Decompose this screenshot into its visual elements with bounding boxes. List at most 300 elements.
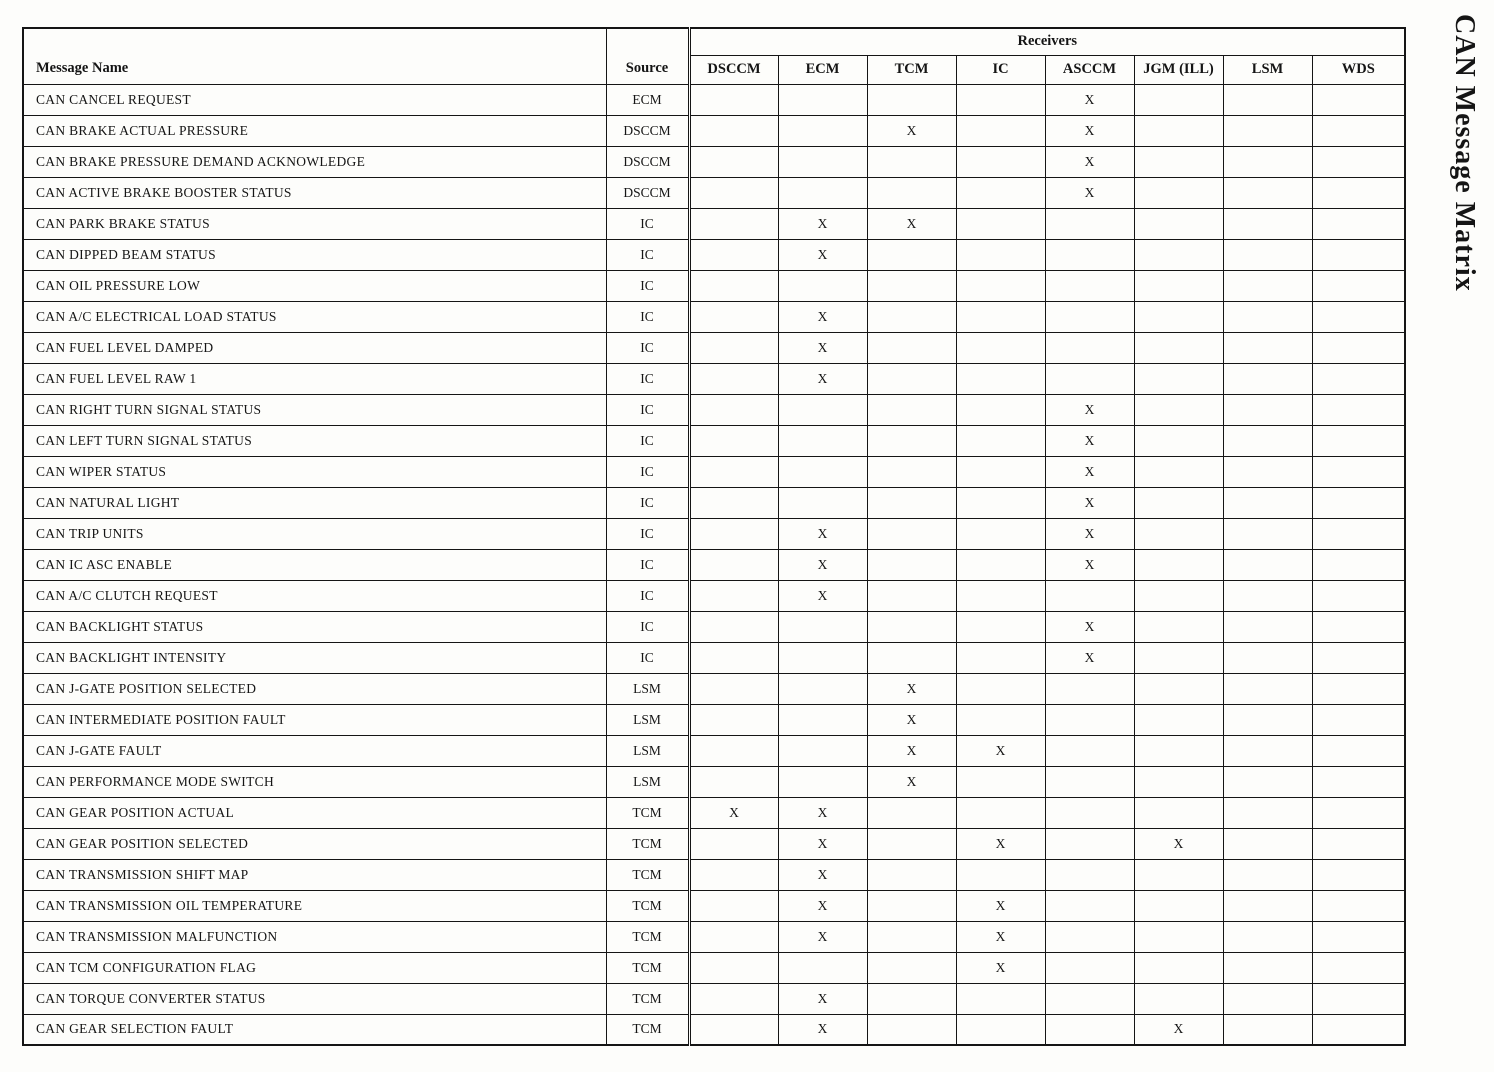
source-module: IC	[606, 580, 689, 611]
receiver-empty	[867, 890, 956, 921]
receiver-empty	[956, 549, 1045, 580]
receiver-empty	[867, 270, 956, 301]
source-module: ECM	[606, 84, 689, 115]
receiver-empty	[956, 84, 1045, 115]
table-row	[23, 580, 1405, 611]
receiver-empty	[1134, 952, 1223, 983]
receiver-empty	[1045, 301, 1134, 332]
table-row	[23, 952, 1405, 983]
receiver-mark: X	[778, 208, 867, 239]
receiver-empty	[867, 177, 956, 208]
receiver-empty	[1312, 983, 1405, 1014]
receiver-empty	[778, 177, 867, 208]
source-module: TCM	[606, 952, 689, 983]
receiver-empty	[1312, 146, 1405, 177]
receiver-empty	[1223, 84, 1312, 115]
table-row	[23, 890, 1405, 921]
receiver-empty	[867, 828, 956, 859]
receiver-empty	[956, 115, 1045, 146]
table-row	[23, 208, 1405, 239]
table-row	[23, 549, 1405, 580]
group-header-row	[23, 28, 1405, 55]
receiver-mark: X	[1045, 487, 1134, 518]
receiver-empty	[689, 890, 778, 921]
receiver-empty	[1134, 673, 1223, 704]
receiver-empty	[867, 580, 956, 611]
receiver-empty	[956, 146, 1045, 177]
receiver-empty	[778, 952, 867, 983]
receiver-empty	[867, 921, 956, 952]
receiver-empty	[778, 642, 867, 673]
receiver-empty	[956, 518, 1045, 549]
receiver-empty	[689, 580, 778, 611]
receiver-mark: X	[956, 828, 1045, 859]
message-name: CAN IC ASC ENABLE	[23, 549, 606, 580]
receiver-empty	[867, 146, 956, 177]
source-module: TCM	[606, 983, 689, 1014]
receiver-mark: X	[778, 859, 867, 890]
message-name: CAN DIPPED BEAM STATUS	[23, 239, 606, 270]
receiver-mark: X	[1045, 394, 1134, 425]
receiver-empty	[689, 1014, 778, 1045]
receiver-empty	[1223, 146, 1312, 177]
receiver-empty	[689, 425, 778, 456]
receiver-empty	[1045, 332, 1134, 363]
source-module: TCM	[606, 797, 689, 828]
receiver-empty	[956, 270, 1045, 301]
receiver-mark: X	[1134, 828, 1223, 859]
receiver-empty	[1134, 642, 1223, 673]
message-name: CAN BRAKE ACTUAL PRESSURE	[23, 115, 606, 146]
message-name: CAN BACKLIGHT INTENSITY	[23, 642, 606, 673]
receiver-empty	[956, 301, 1045, 332]
receiver-empty	[1223, 952, 1312, 983]
receiver-empty	[689, 766, 778, 797]
receiver-empty	[1134, 270, 1223, 301]
table-row	[23, 611, 1405, 642]
source-module: IC	[606, 518, 689, 549]
receiver-empty	[778, 766, 867, 797]
column-header-tcm: TCM	[867, 55, 956, 84]
receiver-empty	[1312, 673, 1405, 704]
receiver-empty	[956, 1014, 1045, 1045]
receiver-empty	[1312, 735, 1405, 766]
message-name: CAN GEAR SELECTION FAULT	[23, 1014, 606, 1045]
message-name: CAN OIL PRESSURE LOW	[23, 270, 606, 301]
message-name: CAN ACTIVE BRAKE BOOSTER STATUS	[23, 177, 606, 208]
receiver-empty	[1223, 859, 1312, 890]
message-name: CAN RIGHT TURN SIGNAL STATUS	[23, 394, 606, 425]
receiver-mark: X	[778, 983, 867, 1014]
receiver-empty	[689, 487, 778, 518]
table-row	[23, 1014, 1405, 1045]
table-row	[23, 332, 1405, 363]
column-header-jgm-ill: JGM (ILL)	[1134, 55, 1223, 84]
receiver-empty	[689, 332, 778, 363]
receiver-empty	[867, 611, 956, 642]
message-name: CAN TRANSMISSION OIL TEMPERATURE	[23, 890, 606, 921]
message-name: CAN FUEL LEVEL RAW 1	[23, 363, 606, 394]
receiver-empty	[689, 921, 778, 952]
receiver-empty	[778, 673, 867, 704]
source-module: IC	[606, 270, 689, 301]
receiver-empty	[867, 456, 956, 487]
receiver-empty	[1312, 332, 1405, 363]
receiver-empty	[1223, 487, 1312, 518]
receiver-mark: X	[867, 673, 956, 704]
receiver-mark: X	[1045, 177, 1134, 208]
column-header-ic: IC	[956, 55, 1045, 84]
receiver-mark: X	[1045, 146, 1134, 177]
source-module: IC	[606, 611, 689, 642]
receiver-empty	[956, 673, 1045, 704]
source-module: IC	[606, 487, 689, 518]
receiver-empty	[867, 363, 956, 394]
message-name: CAN PERFORMANCE MODE SWITCH	[23, 766, 606, 797]
receiver-empty	[1223, 921, 1312, 952]
receiver-mark: X	[778, 921, 867, 952]
receiver-empty	[1312, 84, 1405, 115]
receiver-mark: X	[778, 239, 867, 270]
message-name: CAN A/C ELECTRICAL LOAD STATUS	[23, 301, 606, 332]
message-name: CAN NATURAL LIGHT	[23, 487, 606, 518]
receiver-empty	[867, 549, 956, 580]
receiver-empty	[1134, 456, 1223, 487]
page-title-vertical: CAN Message Matrix	[1449, 14, 1480, 292]
receiver-empty	[1223, 332, 1312, 363]
receiver-empty	[1134, 332, 1223, 363]
receiver-empty	[867, 642, 956, 673]
message-name: CAN J-GATE FAULT	[23, 735, 606, 766]
source-module: IC	[606, 394, 689, 425]
receiver-empty	[689, 704, 778, 735]
receiver-empty	[1223, 611, 1312, 642]
message-name: CAN TRIP UNITS	[23, 518, 606, 549]
receiver-empty	[867, 952, 956, 983]
receiver-empty	[956, 177, 1045, 208]
receiver-empty	[867, 239, 956, 270]
receiver-empty	[867, 983, 956, 1014]
receiver-mark: X	[778, 363, 867, 394]
receiver-mark: X	[1045, 642, 1134, 673]
table-row	[23, 84, 1405, 115]
column-header-source: Source	[606, 28, 689, 84]
source-module: TCM	[606, 1014, 689, 1045]
receiver-empty	[1223, 580, 1312, 611]
receiver-empty	[1312, 270, 1405, 301]
table-row	[23, 363, 1405, 394]
receiver-empty	[956, 580, 1045, 611]
receiver-empty	[1045, 921, 1134, 952]
receiver-empty	[689, 859, 778, 890]
receiver-empty	[689, 828, 778, 859]
receiver-empty	[867, 1014, 956, 1045]
receiver-empty	[1312, 766, 1405, 797]
column-header-ecm: ECM	[778, 55, 867, 84]
column-header-asccm: ASCCM	[1045, 55, 1134, 84]
receiver-empty	[1134, 363, 1223, 394]
receiver-empty	[1045, 239, 1134, 270]
message-name: CAN BRAKE PRESSURE DEMAND ACKNOWLEDGE	[23, 146, 606, 177]
message-name: CAN CANCEL REQUEST	[23, 84, 606, 115]
receiver-empty	[1134, 797, 1223, 828]
receiver-empty	[1045, 580, 1134, 611]
receiver-empty	[956, 363, 1045, 394]
receiver-empty	[867, 332, 956, 363]
receiver-mark: X	[1134, 1014, 1223, 1045]
message-name: CAN GEAR POSITION ACTUAL	[23, 797, 606, 828]
receiver-mark: X	[689, 797, 778, 828]
receiver-empty	[1045, 270, 1134, 301]
receiver-empty	[1134, 983, 1223, 1014]
source-module: DSCCM	[606, 115, 689, 146]
receiver-empty	[1045, 890, 1134, 921]
receiver-empty	[1134, 84, 1223, 115]
receiver-empty	[1134, 890, 1223, 921]
receiver-empty	[1223, 1014, 1312, 1045]
source-module: TCM	[606, 828, 689, 859]
receiver-empty	[1312, 1014, 1405, 1045]
receiver-empty	[1223, 394, 1312, 425]
receiver-empty	[1134, 239, 1223, 270]
receiver-mark: X	[1045, 84, 1134, 115]
table-row	[23, 673, 1405, 704]
receiver-empty	[867, 487, 956, 518]
table-row	[23, 425, 1405, 456]
receiver-empty	[1045, 983, 1134, 1014]
receiver-empty	[1223, 270, 1312, 301]
receiver-empty	[956, 394, 1045, 425]
column-header-message-name: Message Name	[23, 28, 606, 84]
receiver-mark: X	[1045, 456, 1134, 487]
table-row	[23, 704, 1405, 735]
receiver-empty	[867, 84, 956, 115]
receiver-empty	[956, 859, 1045, 890]
source-module: LSM	[606, 673, 689, 704]
receiver-empty	[1223, 239, 1312, 270]
table-row	[23, 177, 1405, 208]
receiver-empty	[1312, 859, 1405, 890]
table-row	[23, 394, 1405, 425]
receiver-empty	[1223, 363, 1312, 394]
receiver-empty	[956, 611, 1045, 642]
receiver-empty	[1134, 394, 1223, 425]
receiver-empty	[689, 642, 778, 673]
receiver-empty	[1312, 425, 1405, 456]
receiver-mark: X	[867, 735, 956, 766]
message-name: CAN FUEL LEVEL DAMPED	[23, 332, 606, 363]
receiver-empty	[1134, 208, 1223, 239]
receiver-empty	[1045, 208, 1134, 239]
table-row	[23, 828, 1405, 859]
receiver-empty	[689, 239, 778, 270]
receiver-empty	[1134, 859, 1223, 890]
receiver-empty	[689, 518, 778, 549]
table-row	[23, 983, 1405, 1014]
message-name: CAN J-GATE POSITION SELECTED	[23, 673, 606, 704]
receiver-empty	[867, 797, 956, 828]
receiver-mark: X	[956, 952, 1045, 983]
table-row	[23, 859, 1405, 890]
receiver-empty	[1223, 704, 1312, 735]
receiver-mark: X	[956, 921, 1045, 952]
receiver-empty	[1134, 301, 1223, 332]
message-name: CAN TCM CONFIGURATION FLAG	[23, 952, 606, 983]
source-module: IC	[606, 549, 689, 580]
receiver-mark: X	[778, 301, 867, 332]
receiver-empty	[867, 394, 956, 425]
receiver-empty	[1223, 425, 1312, 456]
receiver-empty	[1045, 797, 1134, 828]
table-row	[23, 456, 1405, 487]
receiver-empty	[1312, 797, 1405, 828]
receiver-empty	[778, 146, 867, 177]
receiver-empty	[778, 84, 867, 115]
receiver-empty	[1223, 890, 1312, 921]
receiver-empty	[1134, 735, 1223, 766]
receiver-empty	[1312, 301, 1405, 332]
source-module: IC	[606, 425, 689, 456]
receiver-empty	[1312, 549, 1405, 580]
receiver-empty	[956, 983, 1045, 1014]
table-row	[23, 239, 1405, 270]
receiver-empty	[1045, 1014, 1134, 1045]
receiver-empty	[956, 487, 1045, 518]
message-name: CAN TRANSMISSION SHIFT MAP	[23, 859, 606, 890]
table-row	[23, 766, 1405, 797]
receiver-empty	[1312, 518, 1405, 549]
receiver-empty	[1312, 921, 1405, 952]
receiver-empty	[1312, 890, 1405, 921]
source-module: TCM	[606, 890, 689, 921]
table-row	[23, 921, 1405, 952]
message-name: CAN PARK BRAKE STATUS	[23, 208, 606, 239]
receiver-empty	[1312, 828, 1405, 859]
receiver-empty	[1134, 146, 1223, 177]
receiver-empty	[689, 270, 778, 301]
receiver-mark: X	[956, 735, 1045, 766]
receiver-empty	[1312, 456, 1405, 487]
receiver-mark: X	[867, 704, 956, 735]
receiver-empty	[956, 456, 1045, 487]
receiver-empty	[689, 394, 778, 425]
source-module: IC	[606, 208, 689, 239]
source-module: TCM	[606, 859, 689, 890]
receiver-empty	[1134, 704, 1223, 735]
table-row	[23, 301, 1405, 332]
message-table-body	[23, 84, 1405, 1045]
receiver-mark: X	[1045, 611, 1134, 642]
receiver-empty	[1312, 115, 1405, 146]
source-module: IC	[606, 301, 689, 332]
receiver-empty	[1134, 549, 1223, 580]
receiver-empty	[1134, 580, 1223, 611]
receiver-empty	[1134, 425, 1223, 456]
receiver-mark: X	[778, 890, 867, 921]
source-module: LSM	[606, 704, 689, 735]
source-module: IC	[606, 642, 689, 673]
receiver-empty	[867, 301, 956, 332]
receiver-mark: X	[1045, 518, 1134, 549]
receiver-empty	[1312, 177, 1405, 208]
receiver-empty	[956, 797, 1045, 828]
receiver-mark: X	[778, 332, 867, 363]
receiver-empty	[1223, 766, 1312, 797]
receiver-empty	[1223, 983, 1312, 1014]
message-name: CAN TRANSMISSION MALFUNCTION	[23, 921, 606, 952]
receiver-empty	[778, 611, 867, 642]
receiver-empty	[1045, 363, 1134, 394]
table-row	[23, 518, 1405, 549]
receiver-empty	[778, 487, 867, 518]
receiver-empty	[956, 425, 1045, 456]
message-name: CAN TORQUE CONVERTER STATUS	[23, 983, 606, 1014]
receiver-empty	[1312, 952, 1405, 983]
source-module: IC	[606, 456, 689, 487]
receiver-empty	[1045, 952, 1134, 983]
receiver-empty	[689, 146, 778, 177]
table-row	[23, 642, 1405, 673]
receiver-empty	[778, 270, 867, 301]
receiver-empty	[956, 704, 1045, 735]
table-row	[23, 115, 1405, 146]
receiver-empty	[1223, 177, 1312, 208]
receiver-empty	[867, 518, 956, 549]
receiver-empty	[778, 394, 867, 425]
receiver-empty	[689, 456, 778, 487]
source-module: DSCCM	[606, 177, 689, 208]
receiver-mark: X	[867, 115, 956, 146]
receiver-empty	[956, 766, 1045, 797]
message-name: CAN A/C CLUTCH REQUEST	[23, 580, 606, 611]
receiver-empty	[867, 859, 956, 890]
receiver-empty	[1134, 518, 1223, 549]
receiver-empty	[778, 115, 867, 146]
receiver-empty	[1223, 518, 1312, 549]
receiver-empty	[1045, 735, 1134, 766]
receiver-empty	[1312, 239, 1405, 270]
receiver-empty	[689, 952, 778, 983]
receiver-empty	[1223, 642, 1312, 673]
receiver-empty	[689, 673, 778, 704]
receiver-empty	[1045, 704, 1134, 735]
receiver-empty	[1223, 735, 1312, 766]
receiver-empty	[778, 735, 867, 766]
receiver-mark: X	[867, 208, 956, 239]
receiver-mark: X	[778, 549, 867, 580]
receiver-empty	[1312, 611, 1405, 642]
table-row	[23, 270, 1405, 301]
receiver-empty	[1312, 580, 1405, 611]
receiver-empty	[1223, 208, 1312, 239]
message-name: CAN INTERMEDIATE POSITION FAULT	[23, 704, 606, 735]
receiver-empty	[689, 735, 778, 766]
receiver-empty	[689, 983, 778, 1014]
receiver-empty	[689, 549, 778, 580]
receiver-empty	[867, 425, 956, 456]
receiver-empty	[1312, 394, 1405, 425]
column-header-lsm: LSM	[1223, 55, 1312, 84]
receiver-empty	[1223, 797, 1312, 828]
receiver-empty	[689, 363, 778, 394]
table-row	[23, 487, 1405, 518]
receiver-empty	[1045, 828, 1134, 859]
message-name: CAN BACKLIGHT STATUS	[23, 611, 606, 642]
receiver-empty	[1134, 766, 1223, 797]
receiver-empty	[1223, 301, 1312, 332]
message-name: CAN GEAR POSITION SELECTED	[23, 828, 606, 859]
receiver-mark: X	[778, 1014, 867, 1045]
